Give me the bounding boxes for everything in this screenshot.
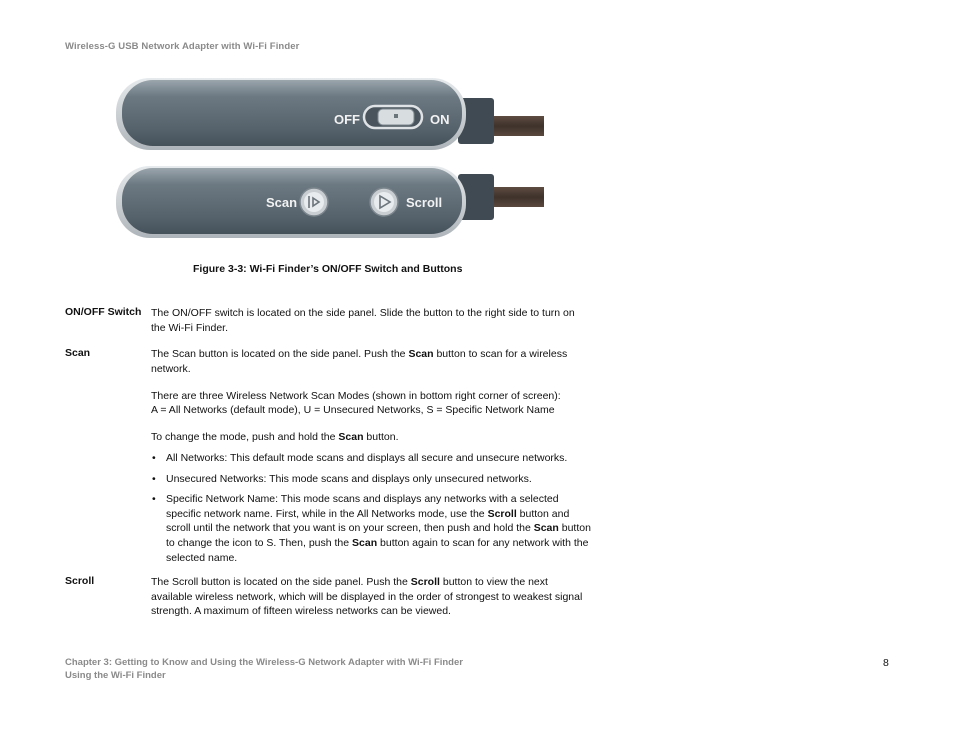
running-footer [65, 657, 463, 682]
bullet-icon: • [152, 493, 156, 506]
desc-scroll [151, 575, 591, 631]
page-number: 8 [883, 657, 889, 669]
list-item: • Unsecured Networks: This mode scans and displays only unsecured networks. [152, 472, 532, 485]
list-item: • Specific Network Name: This mode scans and displays any networks with a selected specific network name. First, while in the All Networks mode, use the Scroll button and scroll until the network that you want is on your screen, then push and hold the Scan button to change the icon to S. Then, push the Scan button again to scan for any network with the selected name. [152, 493, 591, 564]
term-onoff-switch: ON/OFF Switch [65, 306, 142, 318]
scroll-label: Scroll [406, 195, 443, 210]
figure-caption: Figure 3-3: Wi-Fi Finder’s ON/OFF Switch and Buttons [193, 263, 463, 275]
scan-paragraph-3: To change the mode, push and hold the Scan button. [151, 431, 399, 444]
term-scan: Scan [65, 347, 91, 359]
running-header: Wireless-G USB Network Adapter with Wi-Fi Finder [65, 41, 300, 52]
off-label: OFF [334, 112, 360, 127]
slide-switch-icon [364, 106, 422, 128]
footer-chapter: Chapter 3: Getting to Know and Using the Wireless-G Network Adapter with Wi-Fi Finder [65, 657, 463, 668]
play-triangle-icon [370, 188, 398, 216]
scan-paragraph-1: The Scan button is located on the side panel. Push the Scan button to scan for a wireless network. [151, 348, 568, 375]
scan-button-icon [300, 188, 328, 216]
desc-scan [151, 347, 591, 571]
scan-mode-list [151, 451, 591, 565]
desc-onoff-switch [151, 306, 591, 348]
device-bottom [116, 166, 544, 238]
list-item: • All Networks: This default mode scans and displays all secure and unsecure networks. [152, 451, 568, 464]
footer-section: Using the Wi-Fi Finder [65, 669, 166, 681]
scroll-paragraph: The Scroll button is located on the side panel. Push the Scroll button to view the next available wireless network, which will be displayed in the order of strongest to weakest signal strength. A maximum of fifteen wireless networks can be viewed. [151, 576, 583, 618]
device-top [116, 78, 544, 150]
scan-paragraph-2: There are three Wireless Network Scan Modes (shown in bottom right corner of screen): A = All Networks (default mode), U = Unsecured Networks, S = Specific Network Name [151, 389, 561, 417]
onoff-text: The ON/OFF switch is located on the side panel. Slide the button to the right side to turn on the Wi-Fi Finder. [151, 307, 575, 334]
wifi-finder-figure [112, 72, 548, 244]
bullet-icon: • [152, 451, 156, 464]
bullet-icon: • [152, 472, 156, 485]
on-label: ON [430, 112, 450, 127]
scan-label: Scan [266, 195, 298, 210]
term-scroll: Scroll [65, 575, 95, 587]
